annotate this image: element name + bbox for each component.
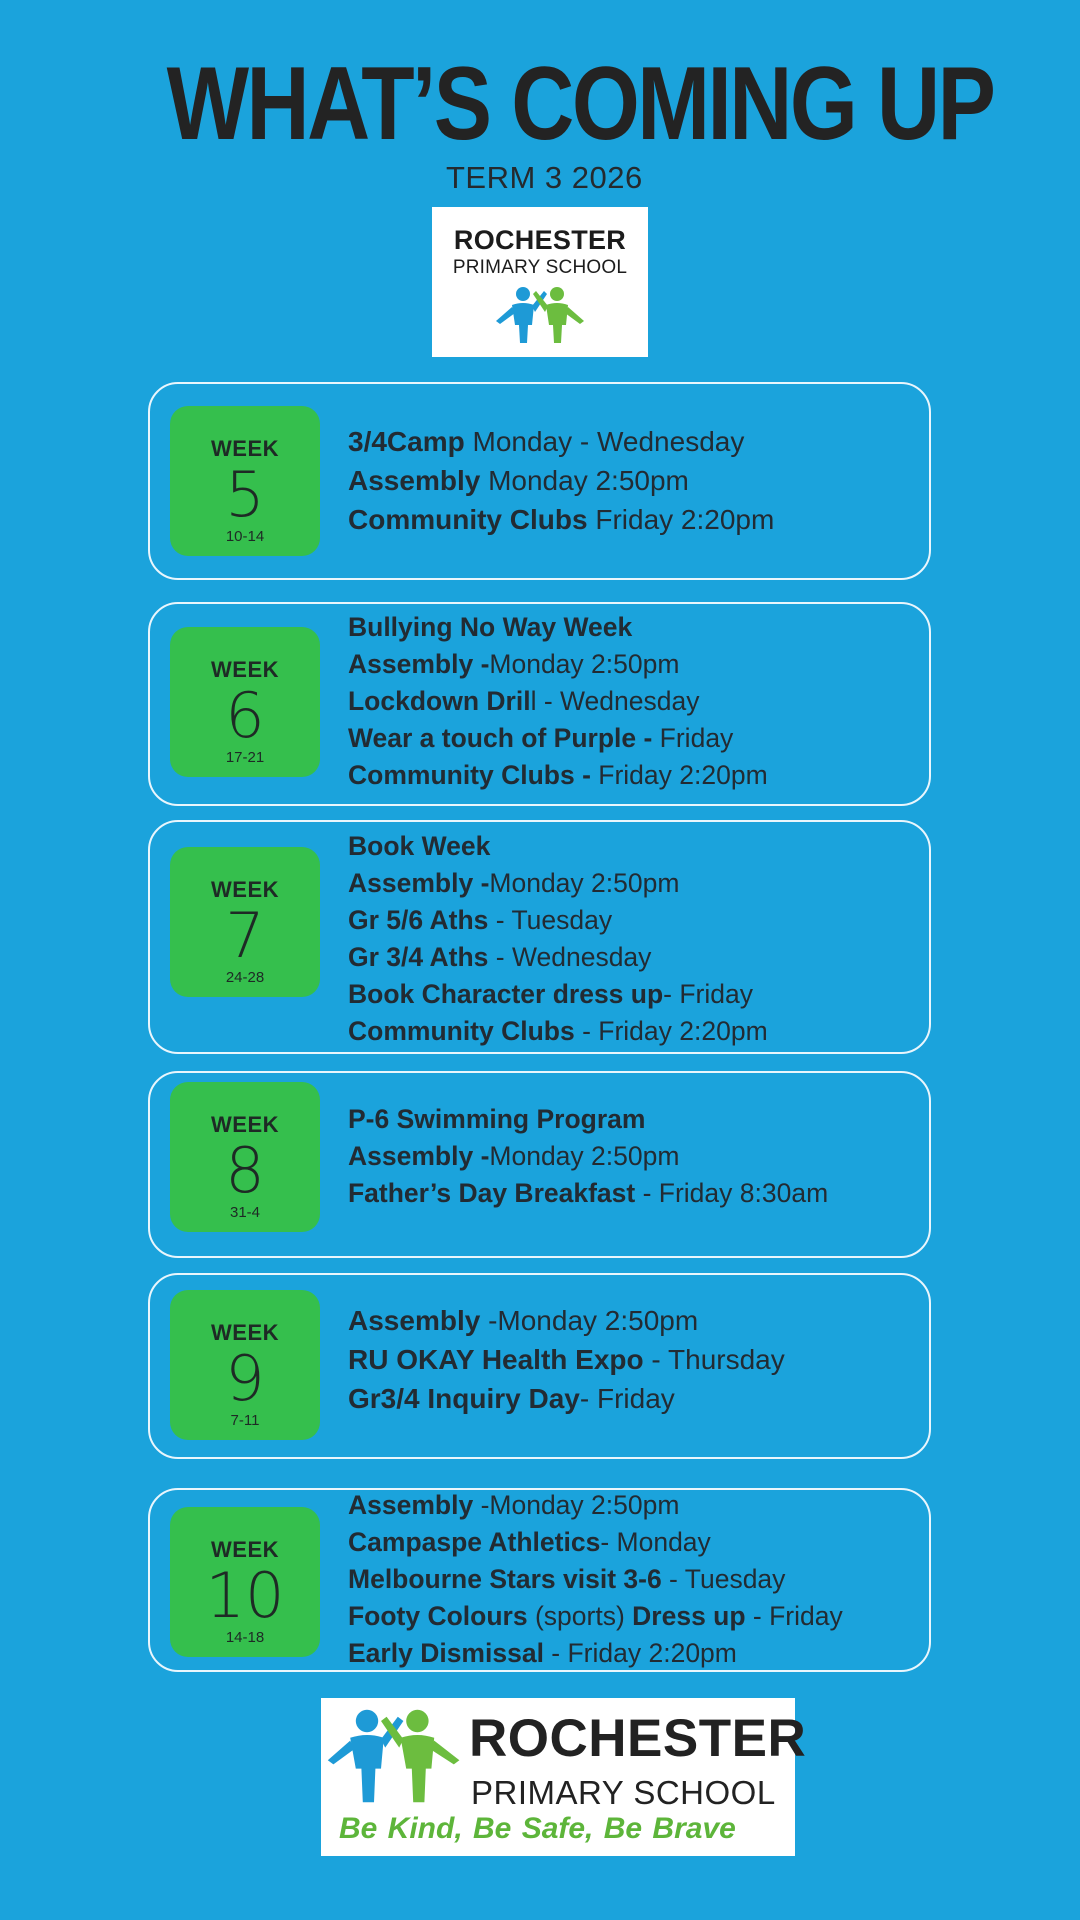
logo-top-name: ROCHESTER [453,225,627,255]
event-item: Assembly -Monday 2:50pm [348,868,680,898]
week-dates: 31-4 [229,1204,261,1221]
week-5-events [348,422,774,539]
event-item: P-6 Swimming Program [348,1104,646,1134]
week-10-events [348,1487,843,1672]
week-number: 6 [225,679,265,752]
week-badge-10 [170,1507,320,1657]
week-label: WEEK [211,1537,279,1562]
week-label: WEEK [211,877,279,902]
week-7-events [348,828,768,1050]
week-label: WEEK [211,1320,279,1345]
event-item: Assembly -Monday 2:50pm [348,1490,680,1520]
event-item: Community Clubs - Friday 2:20pm [348,760,768,790]
term-subtitle: TERM 3 2026 [446,160,643,195]
week-label: WEEK [211,1112,279,1137]
logo-bottom-name: ROCHESTER [469,1709,807,1768]
week-badge-7 [170,847,320,997]
week-label: WEEK [211,657,279,682]
week-badge-9 [170,1290,320,1440]
event-item: Father’s Day Breakfast - Friday 8:30am [348,1178,829,1208]
page-title: WHAT’S COMING UP [166,46,994,162]
event-item: Assembly -Monday 2:50pm [348,1305,699,1336]
event-item: 3/4Camp Monday - Wednesday [348,426,745,457]
event-item: Gr3/4 Inquiry Day- Friday [348,1383,675,1414]
week-badge-5 [170,406,320,556]
event-item: Community Clubs Friday 2:20pm [348,504,775,535]
children-figures-icon [325,1706,465,1806]
logo-top-subtitle: PRIMARY SCHOOL [452,257,628,278]
event-item: Bullying No Way Week [348,612,633,642]
event-item: Gr 5/6 Aths - Tuesday [348,905,613,935]
school-motto: Be Kind, Be Safe, Be Brave [339,1812,736,1845]
event-item: Wear a touch of Purple - Friday [348,723,734,753]
event-item: Assembly Monday 2:50pm [348,465,689,496]
week-9-events [348,1301,785,1418]
week-badge-8 [170,1082,320,1232]
children-figures-icon [490,285,590,345]
event-item: Book Week [348,831,491,861]
event-item: Assembly -Monday 2:50pm [348,1141,680,1171]
event-item: Campaspe Athletics- Monday [348,1527,711,1557]
week-number: 9 [225,1342,265,1415]
event-item: Melbourne Stars visit 3-6 - Tuesday [348,1564,786,1594]
week-label: WEEK [211,436,279,461]
week-8-events [348,1101,828,1212]
event-item: Footy Colours (sports) Dress up - Friday [348,1601,843,1631]
week-number: 7 [225,899,265,972]
school-logo-top [432,207,648,357]
event-item: RU OKAY Health Expo - Thursday [348,1344,785,1375]
event-item: Community Clubs - Friday 2:20pm [348,1016,768,1046]
week-dates: 24-28 [225,969,265,986]
event-item: Book Character dress up- Friday [348,979,753,1009]
event-item: Gr 3/4 Aths - Wednesday [348,942,652,972]
week-dates: 17-21 [225,749,265,766]
week-6-events [348,609,768,794]
school-logo-bottom [321,1698,807,1856]
event-item: Assembly -Monday 2:50pm [348,649,680,679]
week-number: 8 [225,1134,265,1207]
event-item: Early Dismissal - Friday 2:20pm [348,1638,737,1668]
event-item: Lockdown Drill - Wednesday [348,686,700,716]
week-number: 10 [205,1559,285,1632]
week-dates: 14-18 [225,1629,265,1646]
week-dates: 10-14 [225,528,265,545]
week-dates: 7-11 [230,1412,260,1429]
week-number: 5 [225,458,265,531]
logo-bottom-subtitle: PRIMARY SCHOOL [471,1774,776,1811]
week-badge-6 [170,627,320,777]
